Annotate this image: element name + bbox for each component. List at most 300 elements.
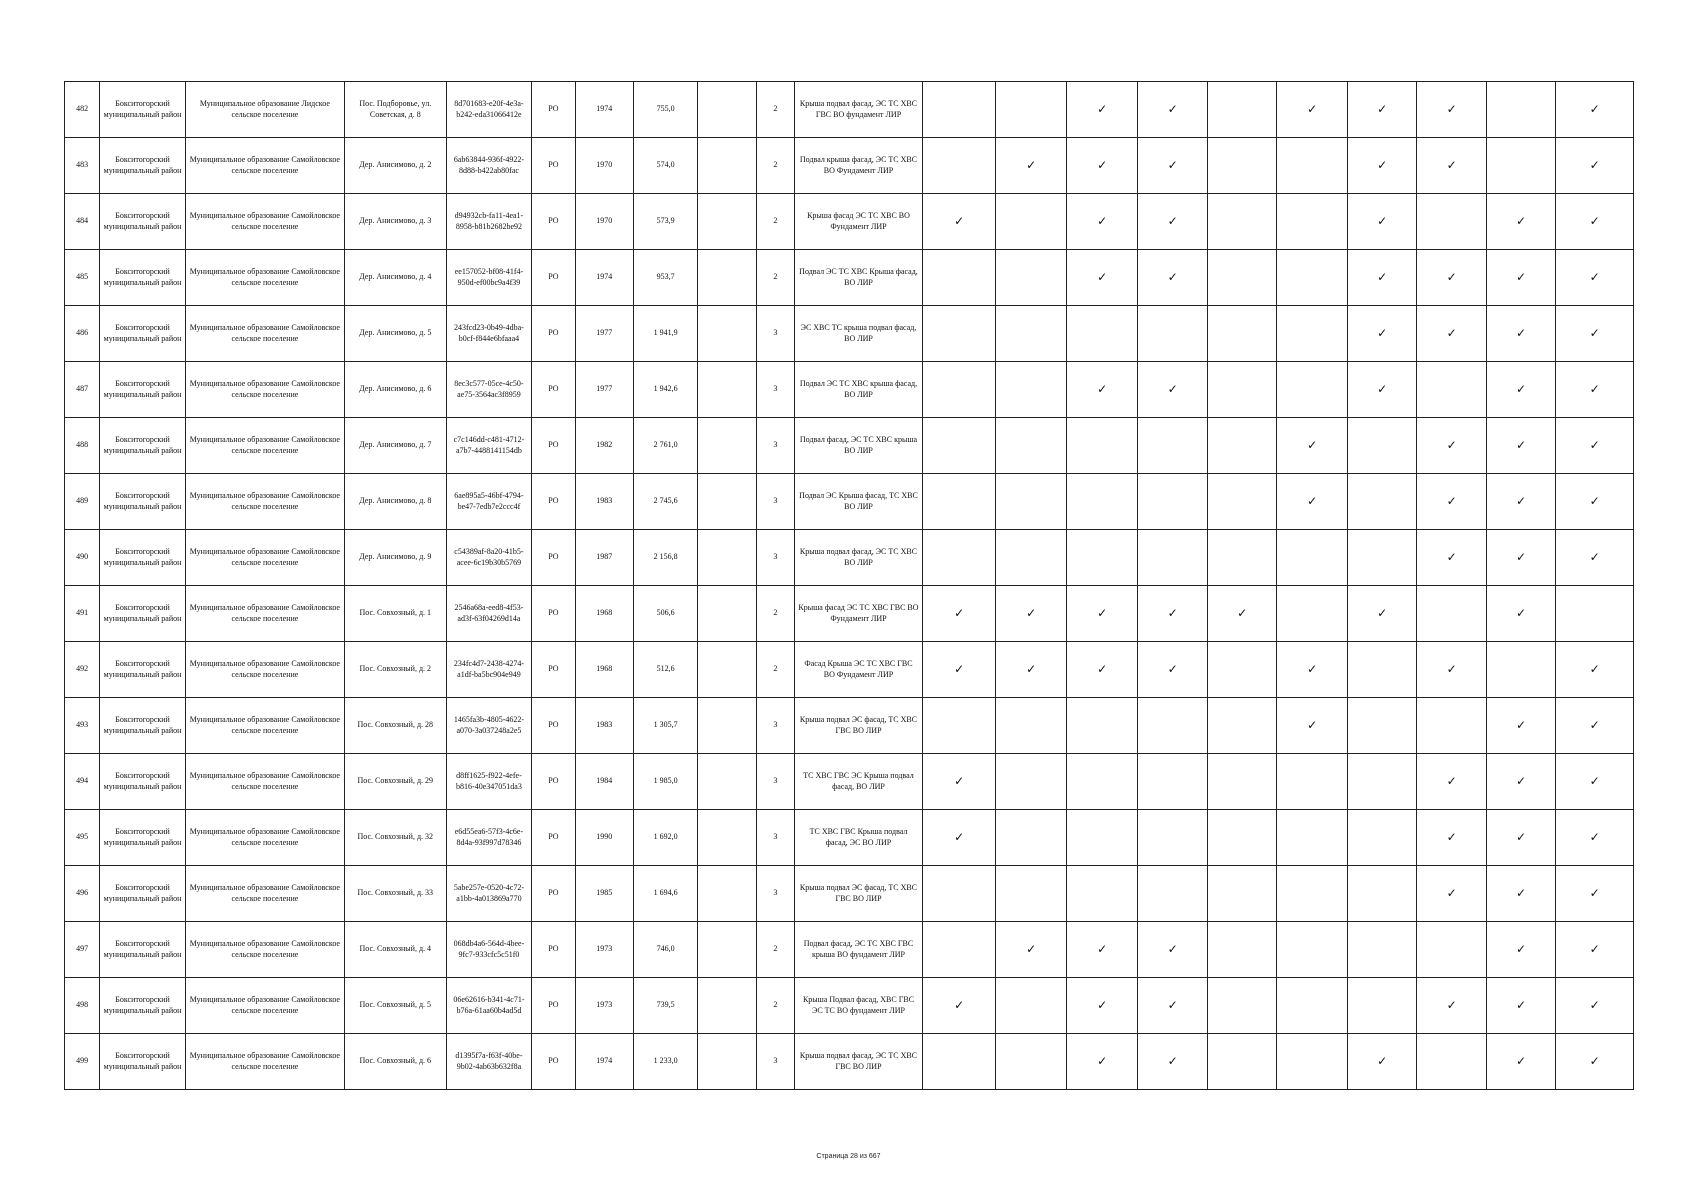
check-mark-icon: ✓ (1347, 306, 1416, 362)
check-mark-icon: ✓ (1417, 530, 1486, 586)
empty-check-cell (1138, 698, 1207, 754)
table-row (65, 810, 1634, 866)
municipality-cell: Муниципальное образование Самойловское сельское поселение (185, 754, 344, 810)
empty-check-cell (996, 754, 1066, 810)
year-cell: 1983 (575, 474, 633, 530)
empty-check-cell (1277, 754, 1347, 810)
check-mark-icon: ✓ (1556, 698, 1634, 754)
empty-check-cell (1207, 362, 1276, 418)
works-cell: Подвал ЭС Крыша фасад, ТС ХВС ВО ЛИР (795, 474, 923, 530)
empty-check-cell (1277, 922, 1347, 978)
address-cell: Пос. Совхозный, д. 5 (344, 978, 446, 1034)
empty-check-cell (1066, 810, 1138, 866)
guid-cell: d1395f7a-f63f-40be-9b02-4ab63b632f8a (446, 1034, 532, 1090)
year-cell: 1974 (575, 82, 633, 138)
municipality-cell: Муниципальное образование Самойловское сельское поселение (185, 810, 344, 866)
guid-cell: e6d55ea6-57f3-4c6e-8d4a-93f997d78346 (446, 810, 532, 866)
works-cell: Подвал фасад, ЭС ТС ХВС ГВС крыша ВО фундамент ЛИР (795, 922, 923, 978)
address-cell: Пос. Подборовье, ул. Советская, д. 8 (344, 82, 446, 138)
check-mark-icon: ✓ (922, 978, 996, 1034)
empty-check-cell (922, 138, 996, 194)
empty-check-cell (1277, 306, 1347, 362)
check-mark-icon: ✓ (1277, 474, 1347, 530)
empty-check-cell (1347, 922, 1416, 978)
floors-cell: 3 (756, 866, 794, 922)
type-cell: РО (532, 922, 575, 978)
floors-cell: 3 (756, 698, 794, 754)
row-number-cell: 498 (65, 978, 100, 1034)
check-mark-icon: ✓ (1486, 250, 1555, 306)
table-row (65, 306, 1634, 362)
empty-check-cell (996, 418, 1066, 474)
works-cell: Крыша подвал фасад, ЭС ТС ХВС ГВС ВО фундамент ЛИР (795, 82, 923, 138)
empty-check-cell (996, 810, 1066, 866)
check-mark-icon: ✓ (1486, 362, 1555, 418)
address-cell: Пос. Совхозный, д. 4 (344, 922, 446, 978)
floors-cell: 3 (756, 418, 794, 474)
year-cell: 1974 (575, 1034, 633, 1090)
check-mark-icon: ✓ (1556, 642, 1634, 698)
empty-check-cell (1066, 698, 1138, 754)
empty-check-cell (1417, 698, 1486, 754)
guid-cell: 6ab63844-936f-4922-8d88-b422ab80fac (446, 138, 532, 194)
floors-cell: 2 (756, 250, 794, 306)
address-cell: Дер. Анисимово, д. 3 (344, 194, 446, 250)
blank-cell (698, 978, 756, 1034)
table-row (65, 194, 1634, 250)
type-cell: РО (532, 306, 575, 362)
guid-cell: 243fcd23-0b49-4dba-b0cf-f844e6bfaaa4 (446, 306, 532, 362)
year-cell: 1990 (575, 810, 633, 866)
row-number-cell: 488 (65, 418, 100, 474)
empty-check-cell (922, 922, 996, 978)
check-mark-icon: ✓ (1417, 306, 1486, 362)
works-cell: Крыша подвал фасад, ЭС ТС ХВС ВО ЛИР (795, 530, 923, 586)
check-mark-icon: ✓ (1486, 922, 1555, 978)
blank-cell (698, 922, 756, 978)
municipality-cell: Муниципальное образование Самойловское сельское поселение (185, 138, 344, 194)
works-cell: Крыша подвал ЭС фасад, ТС ХВС ГВС ВО ЛИР (795, 698, 923, 754)
check-mark-icon: ✓ (1347, 82, 1416, 138)
district-cell: Бокситогорский муниципальный район (100, 138, 186, 194)
empty-check-cell (1138, 474, 1207, 530)
blank-cell (698, 642, 756, 698)
guid-cell: d94932cb-fa11-4ea1-8958-b81b2682be92 (446, 194, 532, 250)
empty-check-cell (922, 250, 996, 306)
works-cell: Крыша Подвал фасад, ХВС ГВС ЭС ТС ВО фундамент ЛИР (795, 978, 923, 1034)
district-cell: Бокситогорский муниципальный район (100, 530, 186, 586)
check-mark-icon: ✓ (1486, 754, 1555, 810)
check-mark-icon: ✓ (1417, 418, 1486, 474)
address-cell: Пос. Совхозный, д. 32 (344, 810, 446, 866)
area-cell: 1 941,9 (633, 306, 697, 362)
guid-cell: ee157052-bf08-41f4-950d-ef00bc9a4f39 (446, 250, 532, 306)
check-mark-icon: ✓ (1556, 194, 1634, 250)
table-row (65, 922, 1634, 978)
empty-check-cell (1347, 866, 1416, 922)
check-mark-icon: ✓ (1417, 866, 1486, 922)
empty-check-cell (1277, 138, 1347, 194)
empty-check-cell (996, 530, 1066, 586)
check-mark-icon: ✓ (1486, 866, 1555, 922)
floors-cell: 3 (756, 1034, 794, 1090)
check-mark-icon: ✓ (1277, 698, 1347, 754)
check-mark-icon: ✓ (1066, 978, 1138, 1034)
blank-cell (698, 418, 756, 474)
check-mark-icon: ✓ (1486, 978, 1555, 1034)
empty-check-cell (1138, 754, 1207, 810)
check-mark-icon: ✓ (996, 586, 1066, 642)
floors-cell: 2 (756, 82, 794, 138)
check-mark-icon: ✓ (1066, 82, 1138, 138)
empty-check-cell (1277, 810, 1347, 866)
check-mark-icon: ✓ (922, 586, 996, 642)
address-cell: Пос. Совхозный, д. 29 (344, 754, 446, 810)
empty-check-cell (1347, 978, 1416, 1034)
table-row (65, 866, 1634, 922)
check-mark-icon: ✓ (1486, 810, 1555, 866)
floors-cell: 2 (756, 922, 794, 978)
works-cell: Крыша подвал ЭС фасад, ТС ХВС ГВС ВО ЛИР (795, 866, 923, 922)
check-mark-icon: ✓ (1347, 194, 1416, 250)
empty-check-cell (1207, 250, 1276, 306)
municipality-cell: Муниципальное образование Самойловское сельское поселение (185, 1034, 344, 1090)
address-cell: Дер. Анисимово, д. 9 (344, 530, 446, 586)
check-mark-icon: ✓ (1066, 362, 1138, 418)
empty-check-cell (1066, 306, 1138, 362)
municipality-cell: Муниципальное образование Самойловское сельское поселение (185, 362, 344, 418)
type-cell: РО (532, 82, 575, 138)
row-number-cell: 490 (65, 530, 100, 586)
check-mark-icon: ✓ (1347, 138, 1416, 194)
empty-check-cell (1277, 978, 1347, 1034)
row-number-cell: 487 (65, 362, 100, 418)
district-cell: Бокситогорский муниципальный район (100, 250, 186, 306)
address-cell: Дер. Анисимово, д. 5 (344, 306, 446, 362)
check-mark-icon: ✓ (1556, 362, 1634, 418)
type-cell: РО (532, 1034, 575, 1090)
works-cell: Подвал ЭС ТС ХВС крыша фасад, ВО ЛИР (795, 362, 923, 418)
table-row (65, 754, 1634, 810)
type-cell: РО (532, 586, 575, 642)
check-mark-icon: ✓ (1347, 362, 1416, 418)
empty-check-cell (996, 474, 1066, 530)
empty-check-cell (1417, 194, 1486, 250)
blank-cell (698, 754, 756, 810)
guid-cell: 06e62616-b341-4c71-b76a-61aa60b4ad5d (446, 978, 532, 1034)
type-cell: РО (532, 474, 575, 530)
check-mark-icon: ✓ (1556, 418, 1634, 474)
check-mark-icon: ✓ (922, 642, 996, 698)
type-cell: РО (532, 138, 575, 194)
district-cell: Бокситогорский муниципальный район (100, 362, 186, 418)
works-cell: Крыша подвал фасад, ЭС ТС ХВС ГВС ВО ЛИР (795, 1034, 923, 1090)
municipality-cell: Муниципальное образование Самойловское сельское поселение (185, 474, 344, 530)
area-cell: 953,7 (633, 250, 697, 306)
check-mark-icon: ✓ (1138, 1034, 1207, 1090)
year-cell: 1968 (575, 586, 633, 642)
table-row (65, 138, 1634, 194)
municipality-cell: Муниципальное образование Самойловское сельское поселение (185, 194, 344, 250)
empty-check-cell (1207, 866, 1276, 922)
empty-check-cell (1066, 754, 1138, 810)
empty-check-cell (1207, 754, 1276, 810)
works-cell: Крыша фасад ЭС ТС ХВС ГВС ВО Фундамент ЛИР (795, 586, 923, 642)
floors-cell: 3 (756, 362, 794, 418)
empty-check-cell (1347, 474, 1416, 530)
blank-cell (698, 810, 756, 866)
check-mark-icon: ✓ (1556, 754, 1634, 810)
address-cell: Дер. Анисимово, д. 6 (344, 362, 446, 418)
check-mark-icon: ✓ (1138, 250, 1207, 306)
type-cell: РО (532, 642, 575, 698)
check-mark-icon: ✓ (1556, 250, 1634, 306)
check-mark-icon: ✓ (1486, 586, 1555, 642)
check-mark-icon: ✓ (1556, 474, 1634, 530)
municipality-cell: Муниципальное образование Самойловское сельское поселение (185, 586, 344, 642)
district-cell: Бокситогорский муниципальный район (100, 586, 186, 642)
year-cell: 1985 (575, 866, 633, 922)
check-mark-icon: ✓ (1277, 418, 1347, 474)
municipality-cell: Муниципальное образование Самойловское сельское поселение (185, 418, 344, 474)
floors-cell: 2 (756, 194, 794, 250)
district-cell: Бокситогорский муниципальный район (100, 754, 186, 810)
empty-check-cell (1207, 698, 1276, 754)
check-mark-icon: ✓ (1066, 138, 1138, 194)
housing-register-table (64, 81, 1634, 1090)
empty-check-cell (1138, 418, 1207, 474)
empty-check-cell (922, 530, 996, 586)
district-cell: Бокситогорский муниципальный район (100, 922, 186, 978)
works-cell: Подвал фасад, ЭС ТС ХВС крыша ВО ЛИР (795, 418, 923, 474)
check-mark-icon: ✓ (1138, 642, 1207, 698)
area-cell: 755,0 (633, 82, 697, 138)
empty-check-cell (1277, 250, 1347, 306)
check-mark-icon: ✓ (1138, 362, 1207, 418)
municipality-cell: Муниципальное образование Лидское сельское поселение (185, 82, 344, 138)
empty-check-cell (1066, 530, 1138, 586)
blank-cell (698, 866, 756, 922)
empty-check-cell (1417, 1034, 1486, 1090)
area-cell: 746,0 (633, 922, 697, 978)
empty-check-cell (922, 306, 996, 362)
year-cell: 1970 (575, 194, 633, 250)
empty-check-cell (1277, 866, 1347, 922)
check-mark-icon: ✓ (1486, 474, 1555, 530)
check-mark-icon: ✓ (1417, 474, 1486, 530)
area-cell: 2 745,6 (633, 474, 697, 530)
type-cell: РО (532, 530, 575, 586)
check-mark-icon: ✓ (1277, 82, 1347, 138)
empty-check-cell (1347, 418, 1416, 474)
municipality-cell: Муниципальное образование Самойловское сельское поселение (185, 922, 344, 978)
check-mark-icon: ✓ (1066, 922, 1138, 978)
empty-check-cell (1556, 586, 1634, 642)
district-cell: Бокситогорский муниципальный район (100, 474, 186, 530)
floors-cell: 3 (756, 810, 794, 866)
empty-check-cell (1207, 530, 1276, 586)
district-cell: Бокситогорский муниципальный район (100, 82, 186, 138)
row-number-cell: 492 (65, 642, 100, 698)
empty-check-cell (1207, 978, 1276, 1034)
check-mark-icon: ✓ (996, 922, 1066, 978)
area-cell: 1 233,0 (633, 1034, 697, 1090)
table-row (65, 418, 1634, 474)
municipality-cell: Муниципальное образование Самойловское сельское поселение (185, 978, 344, 1034)
empty-check-cell (1066, 866, 1138, 922)
area-cell: 1 942,6 (633, 362, 697, 418)
check-mark-icon: ✓ (1556, 530, 1634, 586)
row-number-cell: 486 (65, 306, 100, 362)
check-mark-icon: ✓ (1556, 978, 1634, 1034)
check-mark-icon: ✓ (996, 642, 1066, 698)
row-number-cell: 489 (65, 474, 100, 530)
year-cell: 1968 (575, 642, 633, 698)
check-mark-icon: ✓ (1417, 82, 1486, 138)
year-cell: 1984 (575, 754, 633, 810)
blank-cell (698, 250, 756, 306)
year-cell: 1983 (575, 698, 633, 754)
check-mark-icon: ✓ (922, 194, 996, 250)
empty-check-cell (996, 362, 1066, 418)
area-cell: 574,0 (633, 138, 697, 194)
empty-check-cell (1138, 530, 1207, 586)
empty-check-cell (1417, 922, 1486, 978)
empty-check-cell (1347, 530, 1416, 586)
works-cell: Фасад Крыша ЭС ТС ХВС ГВС ВО Фундамент ЛИР (795, 642, 923, 698)
district-cell: Бокситогорский муниципальный район (100, 418, 186, 474)
table-row (65, 586, 1634, 642)
blank-cell (698, 138, 756, 194)
check-mark-icon: ✓ (1486, 698, 1555, 754)
check-mark-icon: ✓ (1347, 1034, 1416, 1090)
area-cell: 512,6 (633, 642, 697, 698)
municipality-cell: Муниципальное образование Самойловское сельское поселение (185, 866, 344, 922)
empty-check-cell (1486, 82, 1555, 138)
district-cell: Бокситогорский муниципальный район (100, 642, 186, 698)
district-cell: Бокситогорский муниципальный район (100, 866, 186, 922)
blank-cell (698, 530, 756, 586)
type-cell: РО (532, 754, 575, 810)
floors-cell: 3 (756, 530, 794, 586)
municipality-cell: Муниципальное образование Самойловское сельское поселение (185, 306, 344, 362)
municipality-cell: Муниципальное образование Самойловское сельское поселение (185, 250, 344, 306)
row-number-cell: 496 (65, 866, 100, 922)
table-row (65, 250, 1634, 306)
blank-cell (698, 194, 756, 250)
check-mark-icon: ✓ (1556, 82, 1634, 138)
check-mark-icon: ✓ (1556, 866, 1634, 922)
blank-cell (698, 306, 756, 362)
empty-check-cell (1138, 866, 1207, 922)
empty-check-cell (922, 82, 996, 138)
table-row (65, 978, 1634, 1034)
check-mark-icon: ✓ (1066, 642, 1138, 698)
row-number-cell: 497 (65, 922, 100, 978)
row-number-cell: 483 (65, 138, 100, 194)
address-cell: Пос. Совхозный, д. 33 (344, 866, 446, 922)
empty-check-cell (1066, 418, 1138, 474)
check-mark-icon: ✓ (1138, 138, 1207, 194)
works-cell: Подвал ЭС ТС ХВС Крыша фасад, ВО ЛИР (795, 250, 923, 306)
area-cell: 2 156,8 (633, 530, 697, 586)
page-number: Страница 28 из 667 (816, 1153, 881, 1160)
empty-check-cell (1417, 362, 1486, 418)
check-mark-icon: ✓ (1066, 194, 1138, 250)
table-row (65, 474, 1634, 530)
empty-check-cell (1207, 810, 1276, 866)
row-number-cell: 485 (65, 250, 100, 306)
empty-check-cell (1207, 194, 1276, 250)
works-cell: ЭС ХВС ТС крыша подвал фасад, ВО ЛИР (795, 306, 923, 362)
year-cell: 1970 (575, 138, 633, 194)
check-mark-icon: ✓ (1138, 978, 1207, 1034)
check-mark-icon: ✓ (1486, 306, 1555, 362)
works-cell: Подвал крыша фасад, ЭС ТС ХВС ВО Фундамент ЛИР (795, 138, 923, 194)
guid-cell: 068db4a6-564d-4bee-9fc7-933cfc5c51f0 (446, 922, 532, 978)
empty-check-cell (1347, 698, 1416, 754)
check-mark-icon: ✓ (1138, 82, 1207, 138)
check-mark-icon: ✓ (1417, 250, 1486, 306)
check-mark-icon: ✓ (1138, 194, 1207, 250)
check-mark-icon: ✓ (1417, 978, 1486, 1034)
floors-cell: 3 (756, 474, 794, 530)
empty-check-cell (922, 698, 996, 754)
floors-cell: 2 (756, 586, 794, 642)
municipality-cell: Муниципальное образование Самойловское сельское поселение (185, 530, 344, 586)
year-cell: 1973 (575, 978, 633, 1034)
district-cell: Бокситогорский муниципальный район (100, 306, 186, 362)
check-mark-icon: ✓ (1066, 586, 1138, 642)
guid-cell: 8ec3c577-05ce-4c50-ae75-3564ac3f8959 (446, 362, 532, 418)
year-cell: 1977 (575, 306, 633, 362)
check-mark-icon: ✓ (1417, 810, 1486, 866)
empty-check-cell (1138, 810, 1207, 866)
empty-check-cell (1347, 754, 1416, 810)
type-cell: РО (532, 362, 575, 418)
blank-cell (698, 586, 756, 642)
empty-check-cell (1207, 1034, 1276, 1090)
check-mark-icon: ✓ (1486, 194, 1555, 250)
empty-check-cell (1347, 642, 1416, 698)
empty-check-cell (996, 698, 1066, 754)
table-row (65, 1034, 1634, 1090)
check-mark-icon: ✓ (1138, 586, 1207, 642)
address-cell: Пос. Совхозный, д. 1 (344, 586, 446, 642)
municipality-cell: Муниципальное образование Самойловское сельское поселение (185, 642, 344, 698)
empty-check-cell (1277, 194, 1347, 250)
empty-check-cell (996, 194, 1066, 250)
check-mark-icon: ✓ (1417, 138, 1486, 194)
area-cell: 1 692,0 (633, 810, 697, 866)
empty-check-cell (922, 1034, 996, 1090)
table-row (65, 82, 1634, 138)
check-mark-icon: ✓ (1417, 642, 1486, 698)
check-mark-icon: ✓ (1138, 922, 1207, 978)
empty-check-cell (1277, 530, 1347, 586)
empty-check-cell (1207, 474, 1276, 530)
empty-check-cell (1277, 1034, 1347, 1090)
district-cell: Бокситогорский муниципальный район (100, 1034, 186, 1090)
type-cell: РО (532, 810, 575, 866)
area-cell: 506,6 (633, 586, 697, 642)
check-mark-icon: ✓ (1347, 586, 1416, 642)
guid-cell: 5abe257e-0520-4c72-a1bb-4a013869a770 (446, 866, 532, 922)
guid-cell: d8ff1625-f922-4efe-b816-40e347051da3 (446, 754, 532, 810)
address-cell: Пос. Совхозный, д. 28 (344, 698, 446, 754)
works-cell: ТС ХВС ГВС ЭС Крыша подвал фасад, ВО ЛИР (795, 754, 923, 810)
table-row (65, 698, 1634, 754)
